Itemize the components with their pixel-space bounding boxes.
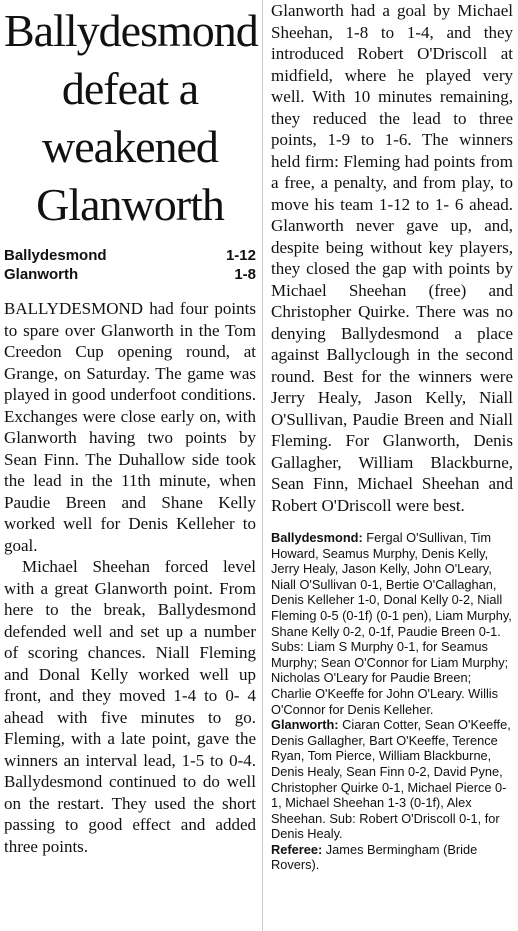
article-paragraph: Michael Sheehan forced level with a great Glanworth point. From here to the break, Ballydesmond defended well and set up a number of scoring chances. Niall Fleming and Donal Kelly worked well up front, and they moved 1-4 to 0- 4 ahead with five minutes to go. Fleming, with a late point, gave the winners an interval lead, 1-5 to 0-4. Ballydesmond continued to do well on the restart. They used the short passing to good effect and added three points. (4, 557, 256, 856)
score-summary (4, 246, 256, 284)
headline-line: Ballydesmond (4, 5, 258, 56)
right-column (271, 0, 513, 873)
lineup-label: Glanworth: (271, 717, 339, 733)
headline-line: Glanworth (36, 179, 224, 230)
lineup-glanworth (271, 717, 513, 842)
article-paragraph: BALLYDESMOND had four points to spare over Glanworth in the Tom Creedon Cup opening round, at Grange, on Saturday. The game was played in good underfoot conditions. Exchanges were close early on, with Glanworth having two points by Sean Finn. The Duhallow side took the lead in the 11th minute, when Paudie Breen and Shane Kelly worked well for Denis Kelleher to goal. (4, 299, 256, 555)
lineup-text: Ciaran Cotter, Sean O'Keeffe, Denis Gallagher, Bart O'Keeffe, Terence Ryan, Tom Pierce, William Blackburne, Denis Healy, Sean Finn 0-2, David Pyne, Christopher Quirke 0-1, Michael Pierce 0-1, Michael Sheehan 1-3 (0-1f), Alex Sheehan. Sub: Robert O'Driscoll 0-1, for Denis Healy. (271, 717, 511, 842)
lineup-label: Ballydesmond: (271, 530, 363, 545)
lineup-text: Fergal O'Sullivan, Tim Howard, Seamus Murphy, Denis Kelly, Jerry Healy, Jason Kelly, John O'Leary, Niall O'Sullivan 0-1, Bertie O'Callaghan, Denis Kelleher 1-0, Donal Kelly 0-2, Niall Fleming 0-5 (0-1f) (0-1 pen), Liam Murphy, Shane Kelly 0-2, 0-1f, Paudie Breen 0-1. Subs: Liam S Murphy 0-1, for Seamus Murphy; Sean O'Connor for Liam Murphy; Nicholas O'Leary for Paudie Breen; Charlie O'Keeffe for John O'Leary. Willis O'Connor for Denis Kelleher. (271, 530, 512, 717)
article-body-left (4, 298, 256, 857)
headline (4, 0, 256, 234)
team-score: 1-12 (225, 247, 256, 264)
left-column (4, 0, 256, 857)
lineup-ballydesmond (271, 530, 513, 717)
headline-line: weakened (42, 121, 218, 172)
article-paragraph: Glanworth had a goal by Michael Sheehan, 1-8 to 1-4, and they introduced Robert O'Driscoll at midfield, where he played very well. With 10 minutes remaining, they reduced the lead to three points, 1-9 to 1-6. The winners held firm: Fleming had points from a free, a penalty, and from play, to move his team 1-12 to 1- 6 ahead. Glanworth never gave up, and, despite being without key players, they closed the gap with points by Michael Sheehan (free) and Christopher Quirke. There was no denying Ballydesmond a place against Ballyclough in the second round. Best for the winners were Jerry Healy, Jason Kelly, Niall O'Sullivan, Paudie Breen and Niall Fleming. For Glanworth, Denis Gallagher, William Blackburne, Sean Finn, Michael Sheehan and Robert O'Driscoll were best. (271, 1, 513, 515)
team-name: Glanworth (4, 266, 79, 283)
column-divider (262, 0, 263, 931)
headline-line: defeat a (61, 63, 199, 114)
referee-label: Referee: (271, 841, 323, 857)
referee-line (271, 842, 513, 873)
team-lineups (271, 530, 513, 873)
score-row (4, 246, 256, 265)
team-name: Ballydesmond (4, 247, 107, 264)
team-score: 1-8 (234, 266, 256, 283)
referee-text: James Bermingham (Bride Rovers). (271, 841, 478, 873)
score-row (4, 265, 256, 284)
